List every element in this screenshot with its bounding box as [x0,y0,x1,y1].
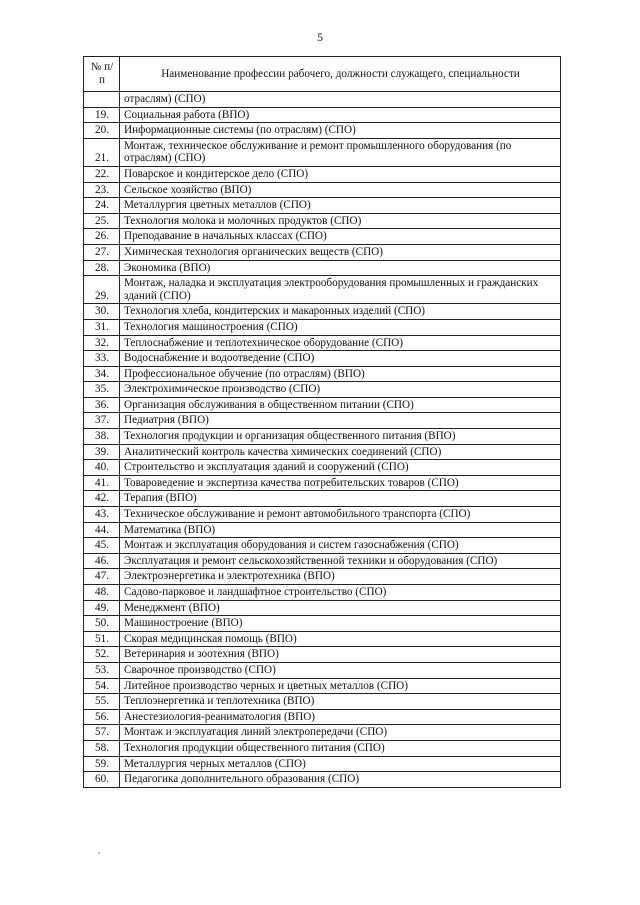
row-number: 41. [84,475,120,491]
row-name: Математика (ВПО) [120,522,561,538]
table-row [84,382,561,398]
table-row [84,304,561,320]
row-number: 37. [84,413,120,429]
row-name: Электрохимическое производство (СПО) [120,382,561,398]
row-name: Профессиональное обучение (по отраслям) (ВПО) [120,366,561,382]
row-name: Товароведение и экспертиза качества потребительских товаров (СПО) [120,475,561,491]
row-name: Поварское и кондитерское дело (СПО) [120,166,561,182]
table-row [84,351,561,367]
table-row [84,616,561,632]
row-name: Преподавание в начальных классах (СПО) [120,229,561,245]
table-row [84,772,561,788]
table-row [84,366,561,382]
row-number: 23. [84,182,120,198]
row-name: Теплоэнергетика и теплотехника (ВПО) [120,694,561,710]
row-number: 27. [84,244,120,260]
table-row [84,507,561,523]
table-row [84,276,561,304]
row-name: Технология хлеба, кондитерских и макаронных изделий (СПО) [120,304,561,320]
row-name: Литейное производство черных и цветных металлов (СПО) [120,678,561,694]
row-number: 31. [84,319,120,335]
row-number: 57. [84,725,120,741]
row-name: Эксплуатация и ремонт сельскохозяйственной техники и оборудования (СПО) [120,553,561,569]
table-row [84,694,561,710]
row-number: 55. [84,694,120,710]
row-name: Педагогика дополнительного образования (СПО) [120,772,561,788]
row-number: 51. [84,631,120,647]
row-name: Технология молока и молочных продуктов (СПО) [120,213,561,229]
row-name: Металлургия цветных металлов (СПО) [120,198,561,214]
row-name: Техническое обслуживание и ремонт автомобильного транспорта (СПО) [120,507,561,523]
row-number [84,92,120,108]
row-name: Организация обслуживания в общественном питании (СПО) [120,397,561,413]
row-number: 36. [84,397,120,413]
row-number: 45. [84,538,120,554]
row-name: Монтаж и эксплуатация оборудования и систем газоснабжения (СПО) [120,538,561,554]
table-row [84,198,561,214]
row-number: 33. [84,351,120,367]
row-name: Анестезиология-реаниматология (ВПО) [120,709,561,725]
scan-mark [98,852,100,854]
row-number: 21. [84,138,120,166]
table-row [84,319,561,335]
table-row [84,538,561,554]
table-row [84,756,561,772]
table-row [84,107,561,123]
row-number: 20. [84,123,120,139]
row-name: Менеджмент (ВПО) [120,600,561,616]
row-number: 30. [84,304,120,320]
table-row [84,631,561,647]
row-number: 54. [84,678,120,694]
continuation-row [84,92,561,108]
page-number: 5 [317,30,323,44]
table-row [84,429,561,445]
row-number: 28. [84,260,120,276]
table-row [84,182,561,198]
row-number: 34. [84,366,120,382]
row-name: Сварочное производство (СПО) [120,662,561,678]
row-name: Технология продукции и организация общественного питания (ВПО) [120,429,561,445]
table-row [84,397,561,413]
row-number: 42. [84,491,120,507]
table-row [84,678,561,694]
row-number: 50. [84,616,120,632]
table-row [84,740,561,756]
row-number: 59. [84,756,120,772]
row-number: 56. [84,709,120,725]
table-row [84,444,561,460]
row-number: 19. [84,107,120,123]
row-number: 47. [84,569,120,585]
table-row [84,522,561,538]
table-row [84,138,561,166]
row-name: Технология машиностроения (СПО) [120,319,561,335]
row-name: Электроэнергетика и электротехника (ВПО) [120,569,561,585]
name-column-header: Наименование профессии рабочего, должности служащего, специальности [120,57,561,92]
row-name: Ветеринария и зоотехния (ВПО) [120,647,561,663]
row-name: Теплоснабжение и теплотехническое оборудование (СПО) [120,335,561,351]
row-name: Садово-парковое и ландшафтное строительство (СПО) [120,585,561,601]
number-column-header: № п/п [84,57,120,92]
table-row [84,569,561,585]
table-row [84,229,561,245]
row-name: Социальная работа (ВПО) [120,107,561,123]
row-name: Монтаж, техническое обслуживание и ремонт промышленного оборудования (по отраслям) (СПО) [120,138,561,166]
row-number: 38. [84,429,120,445]
row-name: Экономика (ВПО) [120,260,561,276]
table-row [84,662,561,678]
row-number: 53. [84,662,120,678]
row-number: 44. [84,522,120,538]
row-name: Педиатрия (ВПО) [120,413,561,429]
table-row [84,491,561,507]
table-row [84,123,561,139]
row-number: 26. [84,229,120,245]
row-name: Строительство и эксплуатация зданий и сооружений (СПО) [120,460,561,476]
table-row [84,460,561,476]
table-row [84,260,561,276]
row-name: Машиностроение (ВПО) [120,616,561,632]
row-number: 35. [84,382,120,398]
table-row [84,166,561,182]
row-number: 22. [84,166,120,182]
table-row [84,600,561,616]
row-name: Водоснабжение и водоотведение (СПО) [120,351,561,367]
row-name: Металлургия черных металлов (СПО) [120,756,561,772]
row-name: Информационные системы (по отраслям) (СПО) [120,123,561,139]
row-number: 48. [84,585,120,601]
row-name: Терапия (ВПО) [120,491,561,507]
row-number: 46. [84,553,120,569]
table-row [84,585,561,601]
row-number: 52. [84,647,120,663]
row-number: 49. [84,600,120,616]
row-number: 29. [84,276,120,304]
row-number: 32. [84,335,120,351]
professions-table [83,56,561,788]
table-row [84,553,561,569]
row-number: 40. [84,460,120,476]
table-row [84,709,561,725]
table-row [84,413,561,429]
row-name: Монтаж, наладка и эксплуатация электрооборудования промышленных и гражданских зданий (СПО) [120,276,561,304]
row-number: 60. [84,772,120,788]
row-name: Технология продукции общественного питания (СПО) [120,740,561,756]
row-number: 43. [84,507,120,523]
table-row [84,213,561,229]
table-row [84,725,561,741]
table-row [84,335,561,351]
table-row [84,244,561,260]
row-name: Химическая технология органических веществ (СПО) [120,244,561,260]
row-number: 25. [84,213,120,229]
row-number: 24. [84,198,120,214]
table-body [84,92,561,788]
row-name: Аналитический контроль качества химических соединений (СПО) [120,444,561,460]
row-name: Монтаж и эксплуатация линий электропередачи (СПО) [120,725,561,741]
row-number: 39. [84,444,120,460]
row-name: Скорая медицинская помощь (ВПО) [120,631,561,647]
row-name: отраслям) (СПО) [120,92,561,108]
table-row [84,475,561,491]
table-header-row [84,57,561,92]
table-row [84,647,561,663]
row-name: Сельское хозяйство (ВПО) [120,182,561,198]
row-number: 58. [84,740,120,756]
